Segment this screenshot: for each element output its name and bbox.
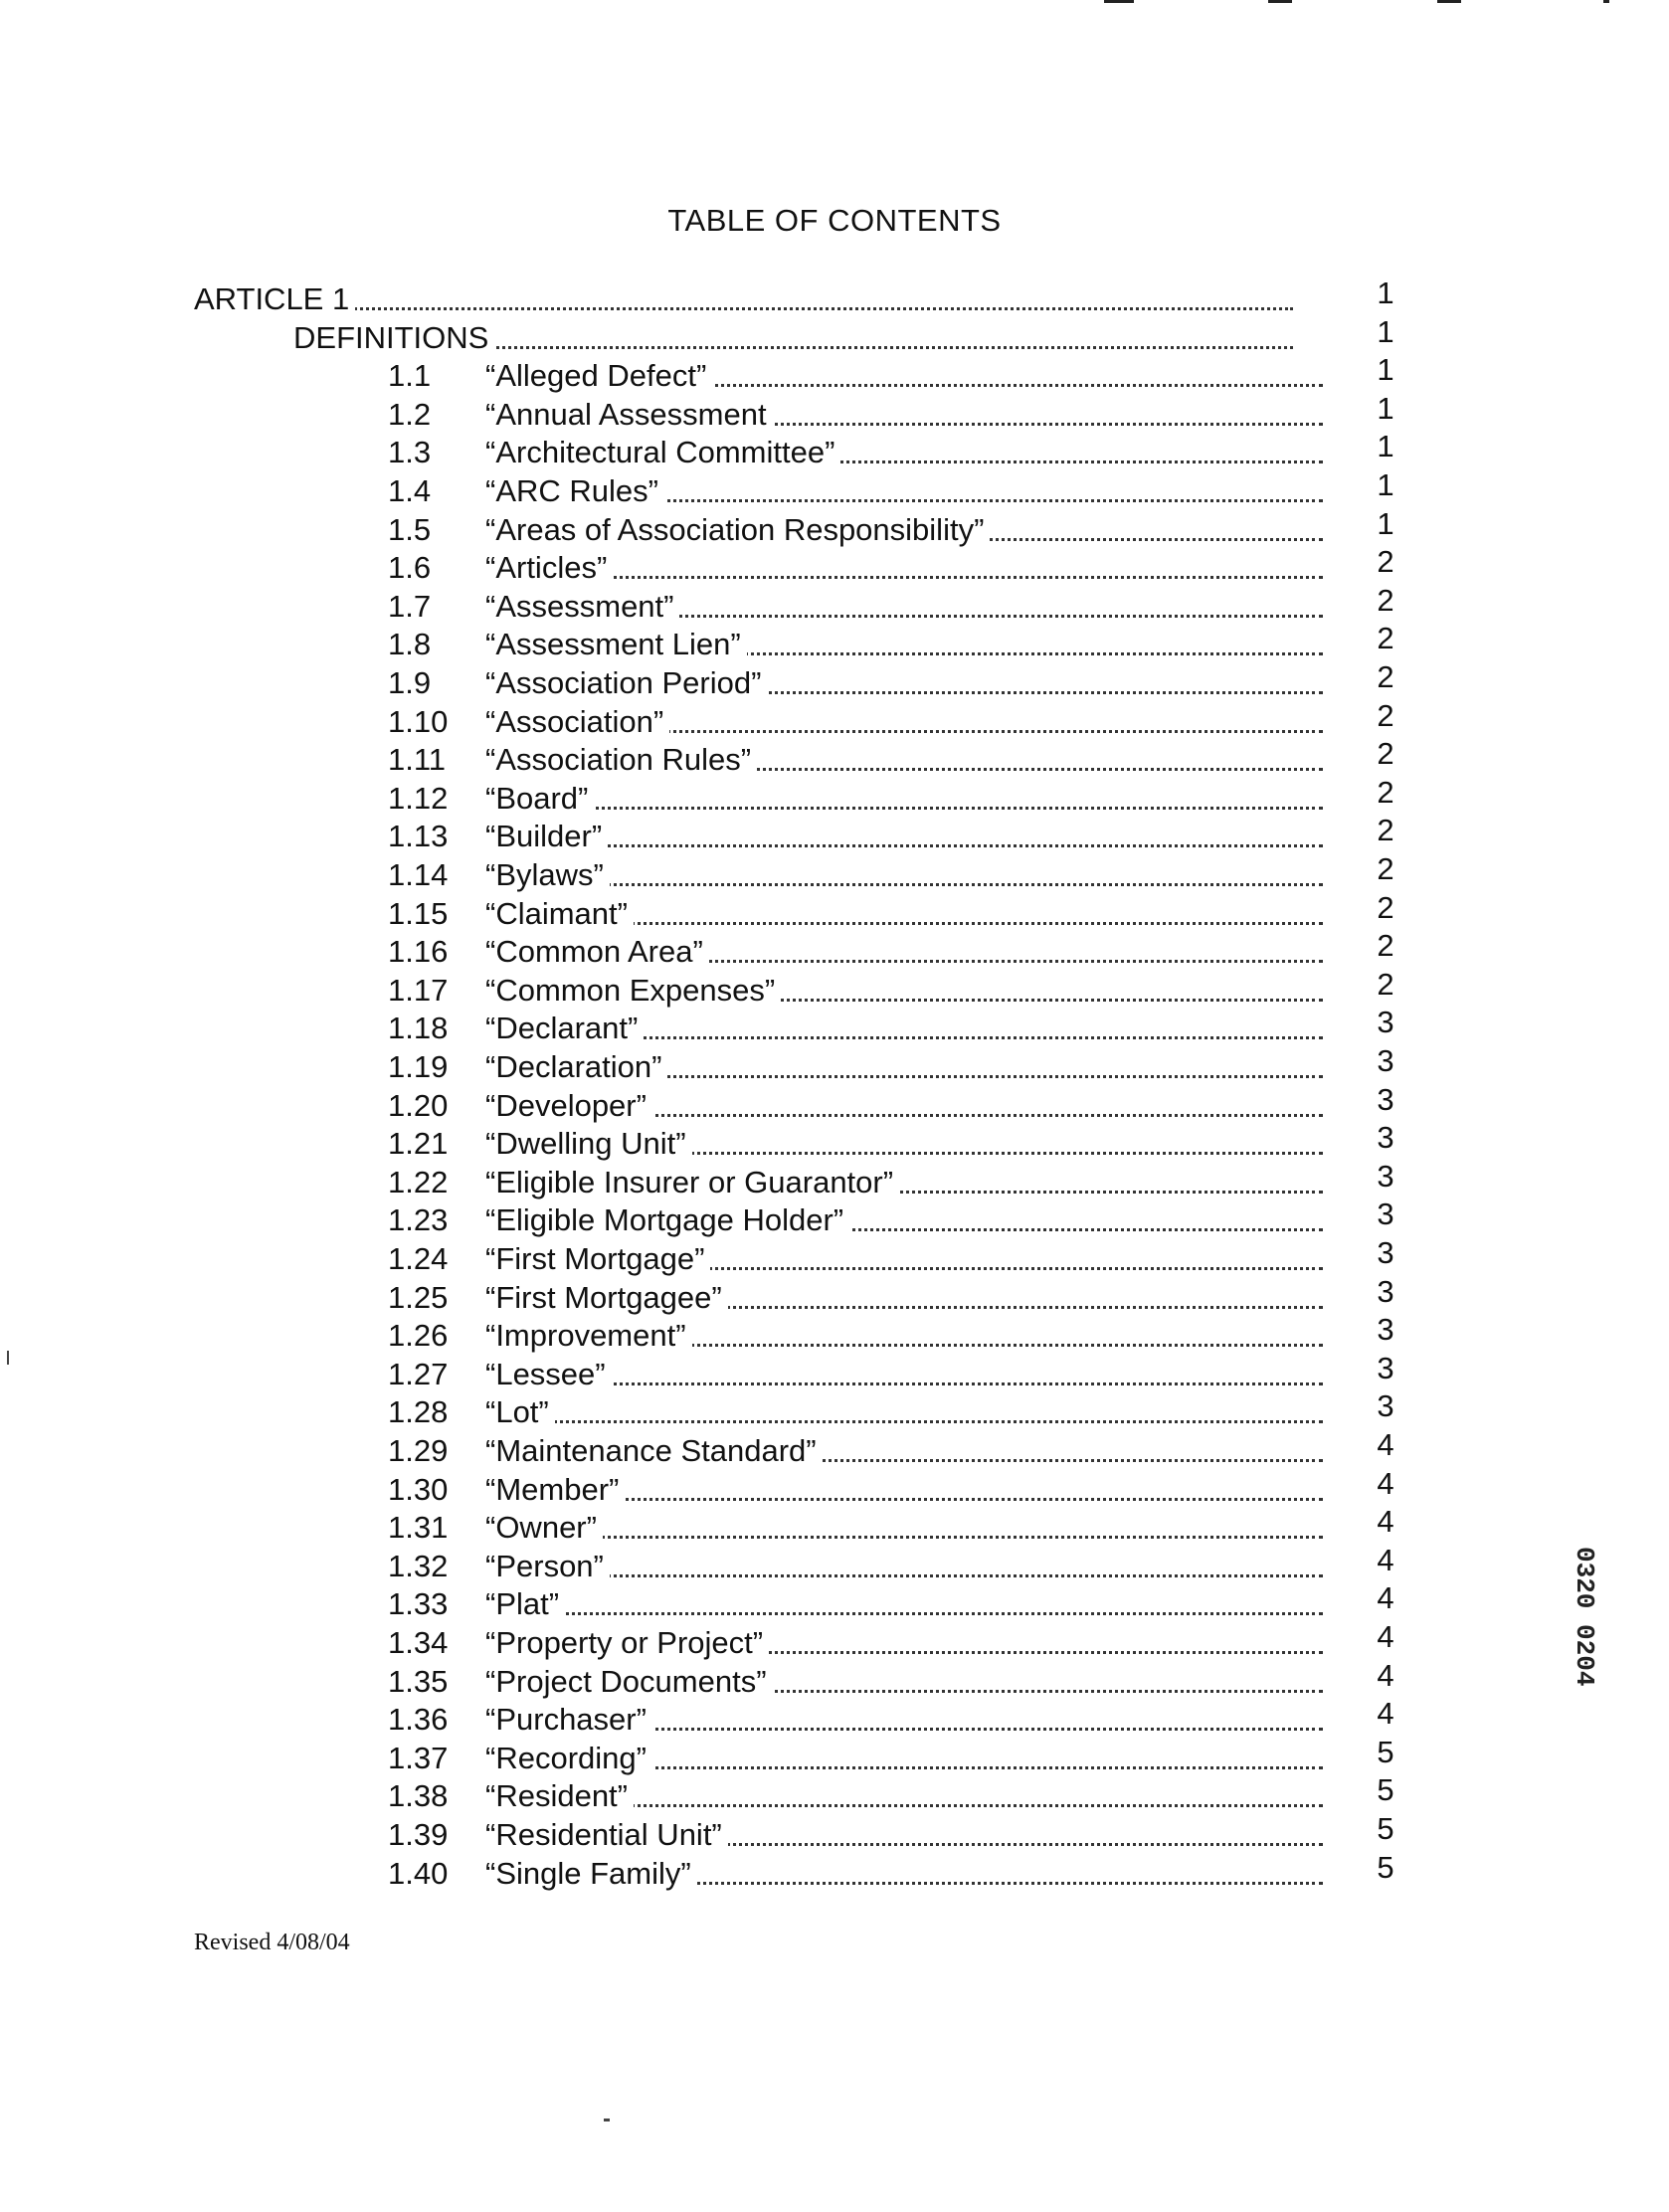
toc-entry	[388, 511, 1323, 549]
dot-leader	[487, 844, 1323, 847]
toc-entry-label: “Person”	[485, 1548, 610, 1585]
toc-entry	[388, 1548, 1323, 1585]
toc-page-number: 2	[1377, 928, 1394, 963]
toc-entry-label: “Lessee”	[485, 1356, 612, 1393]
toc-entry	[388, 1164, 1323, 1201]
toc-page-number: 1	[1377, 467, 1394, 502]
bottom-tick	[604, 2119, 610, 2121]
toc-page-number: 3	[1377, 1388, 1394, 1423]
toc-entry-number: 1.8	[388, 627, 432, 661]
toc-entry-label: “Board”	[485, 780, 594, 818]
toc-entry-number: 1.18	[388, 1011, 449, 1045]
toc-entry	[388, 549, 1323, 587]
toc-page-number: 1	[1377, 506, 1394, 541]
toc-page-number: 2	[1377, 621, 1394, 655]
toc-page-number: 3	[1377, 1312, 1394, 1347]
dot-leader	[487, 1382, 1323, 1385]
toc-page-number: 2	[1377, 813, 1394, 847]
toc-page-number: 3	[1377, 1005, 1394, 1039]
toc-entry	[388, 818, 1323, 855]
toc-entry	[388, 1624, 1323, 1662]
toc-page-number: 1	[1377, 276, 1394, 310]
toc-entry-label: “Developer”	[485, 1087, 652, 1125]
toc-entry-number: 1.31	[388, 1510, 449, 1545]
toc-entry-number: 1.27	[388, 1357, 449, 1391]
toc-entry-label: “Association Rules”	[485, 741, 757, 779]
toc-entry-number: 1.38	[388, 1778, 449, 1813]
toc-page-number: 3	[1377, 1082, 1394, 1117]
page-title: TABLE OF CONTENTS	[667, 203, 1002, 238]
toc-entry	[388, 664, 1323, 702]
toc-entry	[388, 895, 1323, 933]
toc-entry-label: “Builder”	[485, 818, 608, 855]
toc-entry-number: 1.29	[388, 1433, 449, 1468]
toc-entry-number: 1.4	[388, 473, 432, 508]
toc-page-number: 2	[1377, 736, 1394, 771]
toc-entry	[388, 434, 1323, 471]
toc-entry-label: “Assessment”	[485, 588, 679, 626]
toc-entry-number: 1.35	[388, 1664, 449, 1699]
article-heading: ARTICLE 1	[194, 280, 355, 318]
toc-entry	[388, 357, 1323, 395]
toc-entry	[388, 588, 1323, 626]
toc-entry-label: “Eligible Mortgage Holder”	[485, 1201, 849, 1239]
toc-page-number: 5	[1377, 1811, 1394, 1846]
toc-entry-number: 1.24	[388, 1241, 449, 1276]
toc-entry	[388, 1471, 1323, 1509]
toc-entry	[293, 319, 1293, 357]
toc-page-number: 2	[1377, 967, 1394, 1002]
toc-entry-number: 1.28	[388, 1394, 449, 1429]
toc-entry-label: “Architectural Committee”	[485, 434, 840, 471]
toc-entry-label: “Plat”	[485, 1585, 565, 1623]
toc-entry-label: “ARC Rules”	[485, 472, 664, 510]
toc-page-number: 4	[1377, 1580, 1394, 1615]
toc-page-number: 2	[1377, 659, 1394, 694]
toc-entry-label: “Annual Assessment	[485, 396, 773, 434]
toc-page-number: 4	[1377, 1427, 1394, 1462]
left-margin-tick	[7, 1351, 9, 1365]
toc-page-number: 1	[1377, 352, 1394, 387]
toc-entry-label: “Recording”	[485, 1740, 652, 1777]
toc-entry	[388, 933, 1323, 971]
toc-entry	[388, 1585, 1323, 1623]
section-heading: DEFINITIONS	[293, 319, 494, 357]
revision-footer: Revised 4/08/04	[194, 1930, 350, 1955]
toc-page-number: 3	[1377, 1043, 1394, 1078]
toc-page-number: 3	[1377, 1351, 1394, 1385]
toc-page-number: 3	[1377, 1197, 1394, 1231]
toc-entry-number: 1.10	[388, 704, 449, 739]
toc-entry-label: “Articles”	[485, 549, 613, 587]
toc-entry	[388, 1740, 1323, 1777]
toc-entry-number: 1.25	[388, 1280, 449, 1315]
toc-page-number: 3	[1377, 1274, 1394, 1309]
toc-entry-label: “First Mortgagee”	[485, 1279, 728, 1317]
toc-page-number: 5	[1377, 1850, 1394, 1885]
toc-page-number: 2	[1377, 544, 1394, 579]
toc-entry-label: “Single Family”	[485, 1855, 697, 1893]
toc-entry-label: “Common Expenses”	[485, 972, 781, 1010]
toc-entry-label: “Areas of Association Responsibility”	[485, 511, 990, 549]
toc-entry-label: “Bylaws”	[485, 856, 610, 894]
toc-page-number: 4	[1377, 1619, 1394, 1654]
toc-page-number: 4	[1377, 1504, 1394, 1539]
toc-page-number: 5	[1377, 1772, 1394, 1807]
toc-entry-number: 1.20	[388, 1088, 449, 1123]
toc-entry-label: “Association”	[485, 703, 669, 741]
toc-entry-label: “Assessment Lien”	[485, 626, 747, 663]
toc-page-number: 2	[1377, 775, 1394, 810]
toc-entry-label: “Declarant”	[485, 1010, 644, 1047]
toc-entry-label: “Improvement”	[485, 1317, 692, 1355]
toc-entry	[388, 1432, 1323, 1470]
dot-leader	[487, 807, 1323, 810]
toc-page-number: 4	[1377, 1466, 1394, 1501]
toc-entry-number: 1.23	[388, 1202, 449, 1237]
toc-entry-number: 1.3	[388, 435, 432, 469]
toc-entry	[388, 1087, 1323, 1125]
toc-entry-number: 1.13	[388, 819, 449, 853]
toc-entry	[388, 396, 1323, 434]
toc-entry	[388, 1509, 1323, 1547]
toc-entry	[388, 1201, 1323, 1239]
toc-entry-label: “Project Documents”	[485, 1663, 773, 1701]
toc-entry-number: 1.37	[388, 1741, 449, 1775]
toc-entry-label: “Maintenance Standard”	[485, 1432, 823, 1470]
toc-entry-number: 1.7	[388, 589, 432, 624]
dot-leader	[487, 1574, 1323, 1577]
toc-entry-number: 1.2	[388, 397, 432, 432]
toc-entry	[388, 1777, 1323, 1815]
dot-leader	[487, 883, 1323, 886]
toc-entry-label: “Association Period”	[485, 664, 767, 702]
toc-entry	[388, 1663, 1323, 1701]
toc-entry-label: “Lot”	[485, 1393, 555, 1431]
toc-entry-number: 1.19	[388, 1049, 449, 1084]
toc-entry-label: “Residential Unit”	[485, 1816, 728, 1854]
toc-page-number: 2	[1377, 698, 1394, 733]
toc-entry-label: “Declaration”	[485, 1048, 667, 1086]
document-stamp: 0320 0204	[1570, 1547, 1599, 1687]
toc-entry-number: 1.36	[388, 1702, 449, 1737]
toc-entry-number: 1.11	[388, 742, 447, 777]
toc-entry	[388, 472, 1323, 510]
toc-entry-number: 1.22	[388, 1165, 449, 1199]
toc-page-number: 5	[1377, 1735, 1394, 1769]
toc-page-number: 1	[1377, 429, 1394, 463]
toc-page-number: 4	[1377, 1658, 1394, 1693]
toc-entry	[388, 1010, 1323, 1047]
toc-entry	[388, 1701, 1323, 1739]
toc-page-number: 2	[1377, 851, 1394, 886]
toc-entry-label: “Resident”	[485, 1777, 634, 1815]
toc-page-number: 1	[1377, 391, 1394, 426]
toc-entry	[388, 626, 1323, 663]
toc-entry-label: “Claimant”	[485, 895, 634, 933]
toc-entry	[388, 972, 1323, 1010]
toc-entry-number: 1.17	[388, 973, 449, 1008]
toc-entry-number: 1.30	[388, 1472, 449, 1507]
toc-page-number: 2	[1377, 583, 1394, 618]
dot-leader	[487, 1612, 1323, 1615]
toc-entry-number: 1.21	[388, 1126, 449, 1161]
dot-leader	[194, 307, 1293, 310]
toc-entry	[194, 280, 1293, 318]
toc-entry	[388, 1855, 1323, 1893]
toc-entry-number: 1.26	[388, 1318, 449, 1353]
toc-entry	[388, 1240, 1323, 1278]
toc-entry-number: 1.33	[388, 1586, 449, 1621]
toc-entry-label: “Owner”	[485, 1509, 603, 1547]
toc-entry	[388, 1317, 1323, 1355]
toc-entry-number: 1.16	[388, 934, 449, 969]
toc-entry	[388, 1356, 1323, 1393]
toc-entry-number: 1.1	[388, 358, 432, 393]
toc-entry-number: 1.6	[388, 550, 432, 585]
toc-entry	[388, 741, 1323, 779]
toc-entry-number: 1.34	[388, 1625, 449, 1660]
toc-entry-label: “Eligible Insurer or Guarantor”	[485, 1164, 899, 1201]
dot-leader	[487, 1420, 1323, 1423]
toc-entry	[388, 780, 1323, 818]
toc-page-number: 3	[1377, 1120, 1394, 1155]
toc-page-number: 3	[1377, 1159, 1394, 1194]
toc-entry	[388, 1048, 1323, 1086]
toc-entry-number: 1.12	[388, 781, 449, 816]
toc-entry-label: “Property or Project”	[485, 1624, 769, 1662]
toc-entry	[388, 1816, 1323, 1854]
toc-entry-label: “Member”	[485, 1471, 625, 1509]
toc-entry	[388, 1279, 1323, 1317]
toc-entry	[388, 1393, 1323, 1431]
toc-entry-label: “Common Area”	[485, 933, 709, 971]
toc-page-number: 1	[1377, 314, 1394, 349]
toc-entry-number: 1.15	[388, 896, 449, 931]
toc-entry-label: “Purchaser”	[485, 1701, 652, 1739]
toc-page-number: 4	[1377, 1543, 1394, 1577]
toc-entry-number: 1.40	[388, 1856, 449, 1891]
dot-leader	[487, 1536, 1323, 1539]
toc-entry-number: 1.5	[388, 512, 432, 547]
toc-entry-label: “First Mortgage”	[485, 1240, 710, 1278]
toc-page-number: 2	[1377, 890, 1394, 925]
toc-entry	[388, 856, 1323, 894]
toc-entry-number: 1.14	[388, 857, 449, 892]
toc-entry-number: 1.32	[388, 1549, 449, 1583]
toc-entry-number: 1.39	[388, 1817, 449, 1852]
toc-entry-number: 1.9	[388, 665, 432, 700]
toc-page-number: 4	[1377, 1696, 1394, 1731]
toc-page-number: 3	[1377, 1235, 1394, 1270]
toc-entry-label: “Dwelling Unit”	[485, 1125, 692, 1163]
toc-entry-label: “Alleged Defect”	[485, 357, 712, 395]
toc-entry	[388, 703, 1323, 741]
toc-entry	[388, 1125, 1323, 1163]
